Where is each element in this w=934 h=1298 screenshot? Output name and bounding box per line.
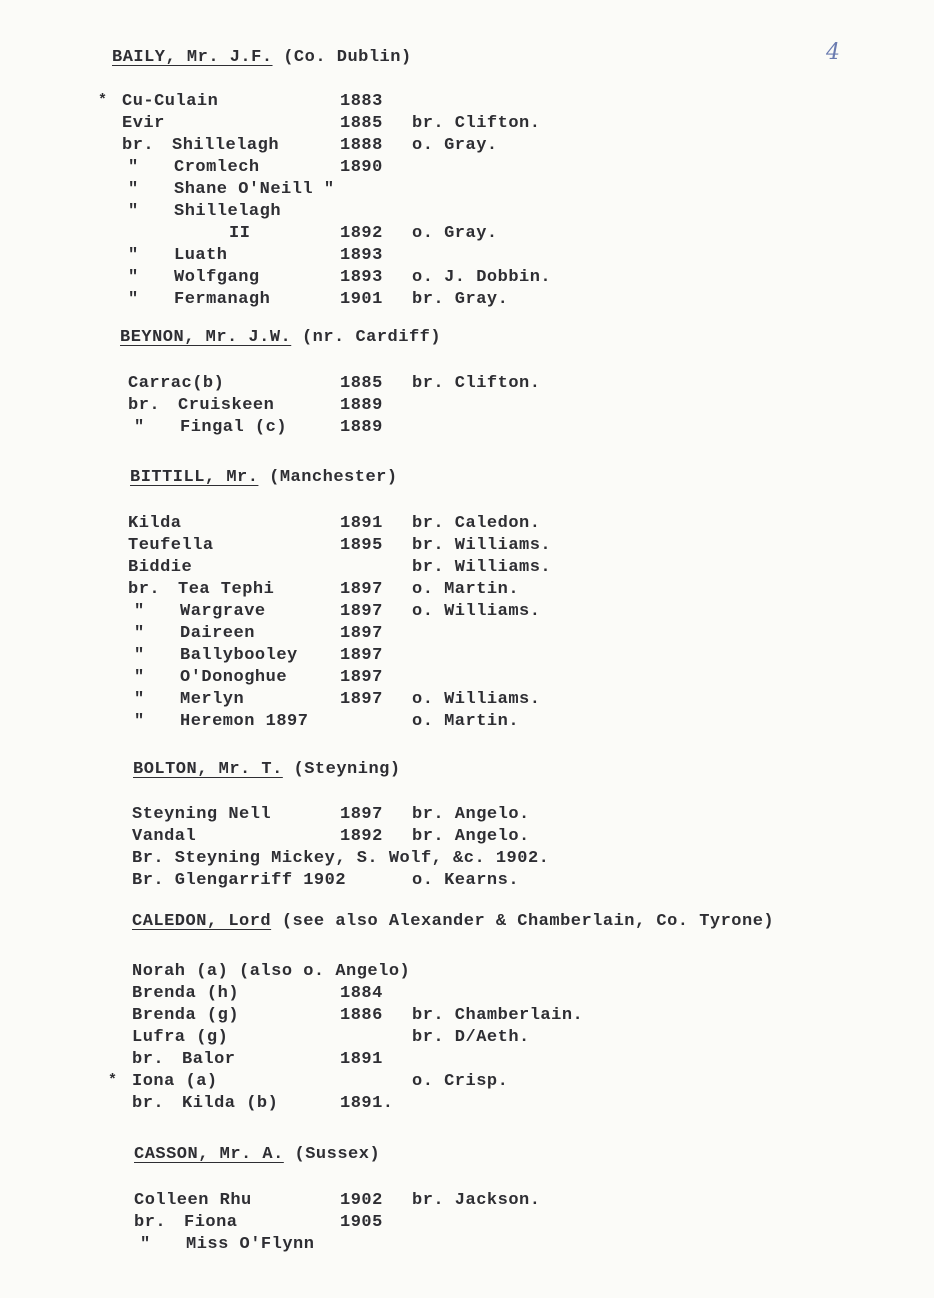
dog-entry	[0, 1050, 934, 1072]
owner-name: BOLTON, Mr. T.	[133, 760, 283, 779]
dog-entry	[0, 290, 934, 312]
owner-heading	[120, 328, 441, 347]
page-number: 4	[826, 40, 840, 65]
entry-year: 1889	[340, 396, 383, 415]
entry-prefix: "	[134, 602, 145, 621]
dog-name: Ballybooley	[180, 646, 298, 665]
dog-entry	[0, 646, 934, 668]
dog-entry	[0, 602, 934, 624]
entry-note: o. Gray.	[412, 224, 498, 243]
dog-name: Br. Glengarriff 1902	[132, 871, 347, 890]
dog-entry	[0, 158, 934, 180]
dog-name: Shillelagh	[172, 136, 280, 155]
dog-name: Iona (a)	[132, 1072, 218, 1091]
dog-name: Balor	[182, 1050, 236, 1069]
dog-entry	[0, 224, 934, 246]
entry-year: 1883	[340, 92, 383, 111]
entry-note: br. D/Aeth.	[412, 1028, 530, 1047]
dog-entry	[0, 136, 934, 158]
dog-name: Miss O'Flynn	[186, 1235, 315, 1254]
dog-name: Fingal (c)	[180, 418, 288, 437]
dog-entry	[0, 1028, 934, 1050]
entry-prefix: "	[134, 418, 145, 437]
dog-entry	[0, 1006, 934, 1028]
owner-name: BAILY, Mr. J.F.	[112, 48, 273, 67]
dog-name: Shane O'Neill "	[174, 180, 335, 199]
dog-entry	[0, 268, 934, 290]
dog-name: Colleen Rhu	[134, 1191, 252, 1210]
entry-year: 1897	[340, 646, 383, 665]
entry-note: o. Williams.	[412, 602, 541, 621]
owner-location: (Steyning)	[293, 760, 401, 779]
entry-prefix: br.	[128, 396, 161, 415]
entry-note: o. Gray.	[412, 136, 498, 155]
asterisk-mark: *	[108, 1072, 118, 1089]
dog-name: Wolfgang	[174, 268, 260, 287]
dog-name: Luath	[174, 246, 228, 265]
entry-note: br. Jackson.	[412, 1191, 541, 1210]
dog-entry	[0, 1072, 934, 1094]
entry-note: br. Clifton.	[412, 374, 541, 393]
dog-name: Kilda (b)	[182, 1094, 279, 1113]
dog-entry	[0, 962, 934, 984]
entry-year: 1886	[340, 1006, 383, 1025]
dog-entry	[0, 396, 934, 418]
dog-entry	[0, 1213, 934, 1235]
entry-year: 1897	[340, 668, 383, 687]
entry-note: o. J. Dobbin.	[412, 268, 552, 287]
dog-entry	[0, 668, 934, 690]
dog-name: Tea Tephi	[178, 580, 275, 599]
owner-location: (Sussex)	[294, 1145, 381, 1164]
entry-note: o. Crisp.	[412, 1072, 509, 1091]
owner-location: (nr. Cardiff)	[301, 328, 442, 347]
dog-entry	[0, 624, 934, 646]
dog-entry	[0, 180, 934, 202]
dog-entry	[0, 1191, 934, 1213]
entry-note: br. Angelo.	[412, 805, 530, 824]
entry-year: 1905	[340, 1213, 383, 1232]
entry-prefix: br.	[134, 1213, 167, 1232]
owner-name: CASSON, Mr. A.	[134, 1145, 284, 1164]
dog-name: II	[122, 224, 251, 243]
owner-heading	[112, 48, 412, 67]
dog-name: Wargrave	[180, 602, 266, 621]
dog-entry	[0, 849, 934, 871]
dog-entry	[0, 690, 934, 712]
dog-entry	[0, 92, 934, 114]
entry-note: br. Clifton.	[412, 114, 541, 133]
dog-name: Steyning Nell	[132, 805, 272, 824]
entry-year: 1897	[340, 624, 383, 643]
dog-entry	[0, 202, 934, 224]
owner-name: BITTILL, Mr.	[130, 468, 259, 487]
entry-year: 1888	[340, 136, 383, 155]
dog-name: Fiona	[184, 1213, 238, 1232]
entry-year: 1893	[340, 268, 383, 287]
dog-name: Brenda (g)	[132, 1006, 240, 1025]
dog-name: Heremon 1897	[180, 712, 309, 731]
entry-prefix: "	[128, 180, 139, 199]
entry-note: br. Gray.	[412, 290, 509, 309]
entry-prefix: "	[134, 712, 145, 731]
entry-note: br. Williams.	[412, 558, 552, 577]
entry-year: 1895	[340, 536, 383, 555]
entry-note: br. Chamberlain.	[412, 1006, 584, 1025]
dog-name: Lufra (g)	[132, 1028, 229, 1047]
dog-entry	[0, 374, 934, 396]
dog-name: Vandal	[132, 827, 197, 846]
dog-entry	[0, 827, 934, 849]
entry-year: 1891	[340, 514, 383, 533]
dog-entry	[0, 580, 934, 602]
dog-name: Daireen	[180, 624, 255, 643]
entry-year: 1890	[340, 158, 383, 177]
entry-prefix: br.	[122, 136, 155, 155]
entry-year: 1889	[340, 418, 383, 437]
entry-year: 1901	[340, 290, 383, 309]
entry-year: 1885	[340, 114, 383, 133]
dog-entry	[0, 536, 934, 558]
entry-year: 1902	[340, 1191, 383, 1210]
dog-name: Evir	[122, 114, 165, 133]
dog-name: Norah (a) (also o. Angelo)	[132, 962, 411, 981]
entry-year: 1897	[340, 580, 383, 599]
dog-entry	[0, 514, 934, 536]
entry-year: 1892	[340, 224, 383, 243]
dog-entry	[0, 712, 934, 734]
dog-entry	[0, 558, 934, 580]
entry-year: 1885	[340, 374, 383, 393]
dog-name: Fermanagh	[174, 290, 271, 309]
dog-entry	[0, 1235, 934, 1257]
entry-prefix: "	[128, 202, 139, 221]
dog-name: O'Donoghue	[180, 668, 288, 687]
asterisk-mark: *	[98, 92, 108, 109]
owner-heading	[134, 1145, 380, 1164]
entry-year: 1897	[340, 805, 383, 824]
dog-name: Kilda	[128, 514, 182, 533]
entry-note: o. Martin.	[412, 712, 520, 731]
dog-name: Br. Steyning Mickey, S. Wolf, &c. 1902.	[132, 849, 550, 868]
entry-note: br. Williams.	[412, 536, 552, 555]
entry-prefix: "	[134, 668, 145, 687]
dog-entry	[0, 871, 934, 893]
entry-year: 1891.	[340, 1094, 394, 1113]
owner-heading	[133, 760, 401, 779]
entry-year: 1892	[340, 827, 383, 846]
entry-note: o. Kearns.	[412, 871, 520, 890]
dog-entry	[0, 805, 934, 827]
dog-entry	[0, 418, 934, 440]
entry-note: o. Williams.	[412, 690, 541, 709]
owner-location: (see also Alexander & Chamberlain, Co. Tyrone)	[281, 912, 775, 931]
entry-prefix: "	[128, 290, 139, 309]
entry-prefix: br.	[128, 580, 161, 599]
entry-prefix: "	[134, 690, 145, 709]
entry-year: 1893	[340, 246, 383, 265]
entry-prefix: "	[128, 158, 139, 177]
entry-year: 1897	[340, 602, 383, 621]
entry-year: 1891	[340, 1050, 383, 1069]
entry-prefix: "	[128, 246, 139, 265]
entry-prefix: "	[134, 646, 145, 665]
owner-location: (Manchester)	[269, 468, 398, 487]
entry-prefix: "	[128, 268, 139, 287]
owner-location: (Co. Dublin)	[283, 48, 412, 67]
dog-name: Cromlech	[174, 158, 260, 177]
dog-name: Brenda (h)	[132, 984, 240, 1003]
dog-entry	[0, 246, 934, 268]
owner-name: BEYNON, Mr. J.W.	[120, 328, 292, 347]
dog-name: Carrac(b)	[128, 374, 225, 393]
dog-name: Cruiskeen	[178, 396, 275, 415]
entry-prefix: "	[140, 1235, 151, 1254]
owner-heading	[132, 912, 774, 931]
entry-note: o. Martin.	[412, 580, 520, 599]
entry-year: 1897	[340, 690, 383, 709]
dog-name: Shillelagh	[174, 202, 282, 221]
entry-note: br. Caledon.	[412, 514, 541, 533]
entry-prefix: "	[134, 624, 145, 643]
dog-entry	[0, 1094, 934, 1116]
entry-year: 1884	[340, 984, 383, 1003]
dog-name: Cu-Culain	[122, 92, 219, 111]
owner-name: CALEDON, Lord	[132, 912, 272, 931]
entry-note: br. Angelo.	[412, 827, 530, 846]
owner-heading	[130, 468, 398, 487]
dog-entry	[0, 984, 934, 1006]
dog-name: Merlyn	[180, 690, 245, 709]
dog-name: Biddie	[128, 558, 193, 577]
dog-name: Teufella	[128, 536, 214, 555]
dog-entry	[0, 114, 934, 136]
entry-prefix: br.	[132, 1094, 165, 1113]
entry-prefix: br.	[132, 1050, 165, 1069]
